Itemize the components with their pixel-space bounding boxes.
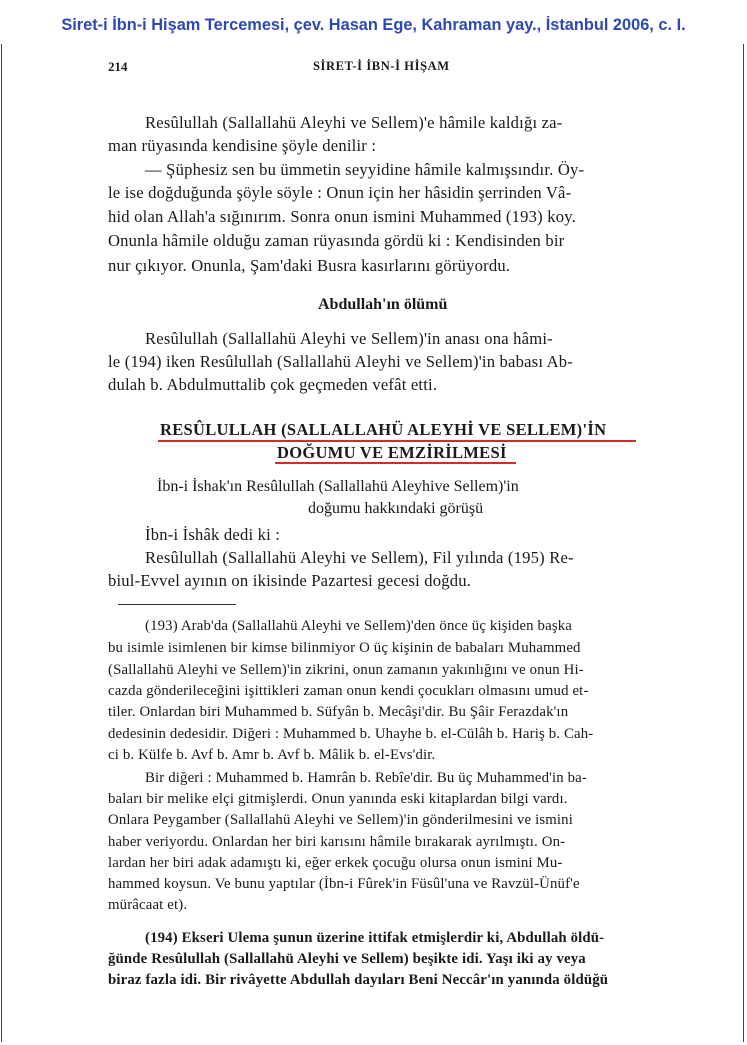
footnote-line: dedesinin dedesidir. Diğeri : Muhammed b. Uhayhe b. el-Cülâh b. Hariş b. Cah- bbox=[108, 726, 594, 742]
text-line: nur çıkıyor. Onunla, Şam'daki Busra kasırlarını görüyordu. bbox=[108, 256, 511, 275]
footnote-line: lardan her biri adak adamıştı ki, eğer erkek çocuğu olursa onun ismini Mu- bbox=[108, 855, 563, 871]
footnote-line: baları bir melike elçi gitmişlerdi. Onun yanında eski kitaplardan bilgi vardı. bbox=[108, 791, 568, 807]
footnote-line: bu isimle isimlenen bir kimse bilinmiyor O üç kişinin de babaları Muhammed bbox=[108, 640, 581, 656]
highlight-underline bbox=[275, 462, 516, 464]
footnote-line: (193) Arab'da (Sallallahü Aleyhi ve Sellem)'den önce üç kişiden başka bbox=[145, 618, 572, 634]
text-line: Resûlullah (Sallallahü Aleyhi ve Sellem)'e hâmile kaldığı za- bbox=[145, 113, 563, 132]
document-caption: Siret-i İbn-i Hişam Tercemesi, çev. Hasan Ege, Kahraman yay., İstanbul 2006, c. I. bbox=[61, 16, 686, 34]
text-line: Onunla hâmile olduğu zaman rüyasında gördü ki : Kendisinden bir bbox=[108, 231, 565, 250]
section-heading: Abdullah'ın ölümü bbox=[318, 296, 448, 313]
footnote-line: hammed koysun. Ve bunu yaptılar (İbn-i Fûrek'in Füsûl'una ve Ravzül-Ünüf'e bbox=[108, 876, 580, 892]
running-head: SİRET-İ İBN-İ HİŞAM bbox=[313, 59, 450, 73]
text-line: hid olan Allah'a sığınırım. Sonra onun ismini Muhammed (193) koy. bbox=[108, 207, 576, 226]
page-number: 214 bbox=[108, 59, 128, 74]
footnote-line: mürâcaat et). bbox=[108, 897, 188, 913]
text-line: Resûlullah (Sallallahü Aleyhi ve Sellem), Fil yılında (195) Re- bbox=[145, 548, 574, 567]
footnote-line: ğünde Resûlullah (Sallallahü Aleyhi ve Sellem) beşikte idi. Yaşı iki ay veya bbox=[108, 951, 586, 967]
text-line: dulah b. Abdulmuttalib çok geçmeden vefât etti. bbox=[108, 375, 438, 394]
subtitle-line: İbn-i İshak'ın Resûlullah (Sallallahü Aleyhive Sellem)'in bbox=[157, 478, 519, 495]
footnote-line: Bir diğeri : Muhammed b. Hamrân b. Rebîe'dir. Bu üç Muhammed'in ba- bbox=[145, 770, 587, 786]
footnote-separator bbox=[118, 604, 236, 605]
text-line: man rüyasında kendisine şöyle denilir : bbox=[108, 136, 377, 155]
text-line: le ise doğduğunda şöyle söyle : Onun için her hâsidin şerrinden Vâ- bbox=[108, 183, 572, 202]
text-line: — Şüphesiz sen bu ümmetin seyyidine hâmile kalmışsındır. Öy- bbox=[145, 160, 585, 179]
footnote-line: cazda gönderileceğini işittikleri zaman onun kendi çocukları olmasını umud et- bbox=[108, 683, 589, 699]
text-line: İbn-i İshâk dedi ki : bbox=[145, 525, 281, 544]
footnote-line: haber veriyordu. Onlardan her biri karısını hâmile bırakarak ayrılmıştı. On- bbox=[108, 834, 566, 850]
chapter-title-line: RESÛLULLAH (SALLALLAHÜ ALEYHİ VE SELLEM)'İN bbox=[160, 420, 607, 439]
subtitle-line: doğumu hakkındaki görüşü bbox=[308, 500, 484, 517]
footnote-line: Onlara Peygamber (Sallallahü Aleyhi ve Sellem)'in gönderilmesini ve ismini bbox=[108, 812, 573, 828]
text-line: biul-Evvel ayının on ikisinde Pazartesi gecesi doğdu. bbox=[108, 571, 472, 590]
footnote-line: (Sallallahü Aleyhi ve Sellem)'in zikrini, onun zamanın yakınlığını ve onun Hi- bbox=[108, 662, 584, 678]
footnote-line: tiler. Onlardan biri Muhammed b. Süfyân b. Mecâşi'dir. Bu Şâir Ferazdak'ın bbox=[108, 704, 569, 720]
footnote-line: biraz fazla idi. Bir rivâyette Abdullah dayıları Beni Neccâr'ın yanında öldüğü bbox=[108, 972, 609, 988]
chapter-title-line: DOĞUMU VE EMZİRİLMESİ bbox=[277, 443, 507, 462]
footnote-line: ci b. Külfe b. Avf b. Amr b. Avf b. Mâlik b. el-Evs'dir. bbox=[108, 747, 436, 763]
text-line: le (194) iken Resûlullah (Sallallahü Aleyhi ve Sellem)'in babası Ab- bbox=[108, 352, 573, 371]
footnote-line: (194) Ekseri Ulema şunun üzerine ittifak etmişlerdir ki, Abdullah öldü- bbox=[145, 930, 605, 946]
text-line: Resûlullah (Sallallahü Aleyhi ve Sellem)'in anası ona hâmi- bbox=[145, 329, 553, 348]
